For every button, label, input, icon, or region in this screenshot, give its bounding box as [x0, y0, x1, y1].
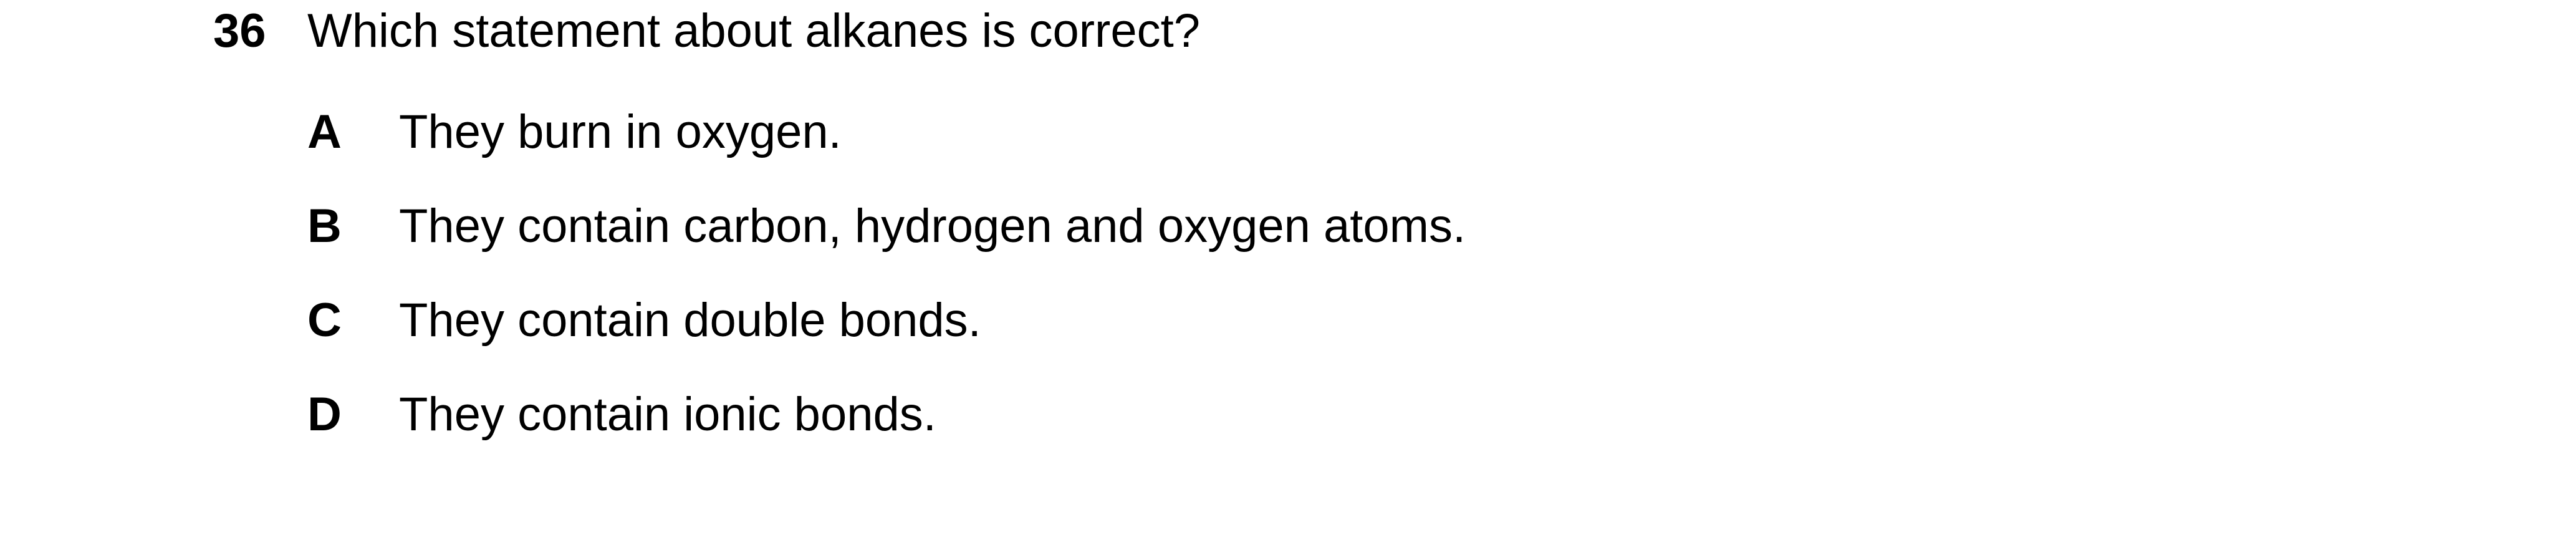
option-letter: C	[307, 294, 342, 347]
question-stem: Which statement about alkanes is correct?	[307, 4, 1201, 57]
option-letter: A	[307, 105, 342, 158]
question-number: 36	[213, 4, 266, 57]
option-text: They burn in oxygen.	[399, 105, 842, 158]
option-letter: D	[307, 388, 342, 441]
option-text: They contain ionic bonds.	[399, 388, 936, 441]
option-letter: B	[307, 200, 342, 253]
option-text: They contain carbon, hydrogen and oxygen atoms.	[399, 200, 1466, 253]
option-text: They contain double bonds.	[399, 294, 981, 347]
